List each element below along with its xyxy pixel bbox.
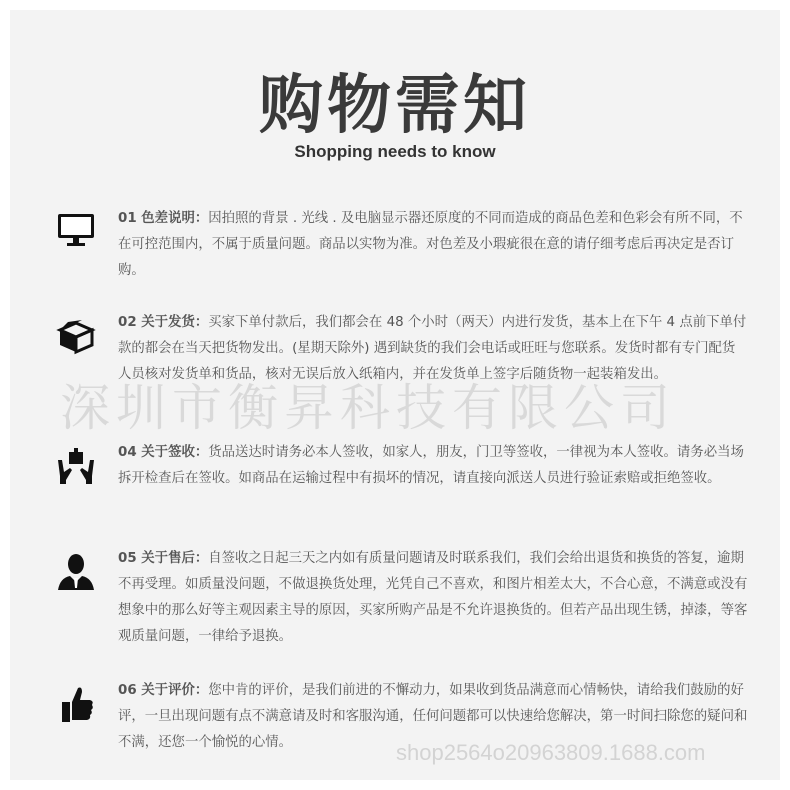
- shop-url-watermark: shop2564o20963809.1688.com: [396, 740, 706, 765]
- notice-text: [118, 546, 748, 650]
- box-icon: [56, 316, 96, 356]
- notice-heading: 06 关于评价：: [118, 683, 209, 698]
- page-title: 购物需知: [259, 69, 531, 143]
- hands-package-icon: [56, 446, 96, 486]
- notice-text: [118, 206, 748, 284]
- notice-body: 自签收之日起三天之内如有质量问题请及时联系我们，我们会给出退货和换货的答复，逾期不再受理。如质量没问题，不做退换货处理，光凭自己不喜欢，和图片相差太大，不合心意，不满意或没有想象中的那么好等主观因素主导的原因，买家所购产品是不允许退换货的。但若产品出现生锈，掉漆，等客观质量问题，一律给予退换。: [118, 551, 748, 644]
- notice-body: 因拍照的背景 . 光线 . 及电脑显示器还原度的不同而造成的商品色差和色彩会有所不同，不在可控范围内，不属于质量问题。商品以实物为准。对色差及小瑕疵很在意的请仔细考虑后再决定是否订购。: [118, 211, 743, 278]
- notice-heading: 02 关于发货：: [118, 315, 209, 330]
- monitor-icon: [56, 212, 96, 252]
- notice-heading: 01 色差说明：: [118, 211, 209, 226]
- person-icon: [56, 552, 96, 592]
- page-subtitle: Shopping needs to know: [294, 142, 496, 161]
- thumbs-up-icon: [56, 684, 96, 724]
- notice-body: 货品送达时请务必本人签收，如家人，朋友，门卫等签收，一律视为本人签收。请务必当场拆开检查后在签收。如商品在运输过程中有损坏的情况，请直接向派送人员进行验证索赔或拒绝签收。: [118, 445, 744, 486]
- notice-heading: 05 关于售后：: [118, 551, 209, 566]
- notice-heading: 04 关于签收：: [118, 445, 209, 460]
- notice-body: 您中肯的评价，是我们前进的不懈动力，如果收到货品满意而心情畅快，请给我们鼓励的好评，一旦出现问题有点不满意请及时和客服沟通，任何问题都可以快速给您解决，第一时间扫除您的疑问和不满，还您一个愉悦的心情。: [118, 683, 748, 750]
- notice-text: [118, 440, 748, 492]
- company-watermark: 深圳市衡昇科技有限公司: [60, 379, 676, 437]
- notice-body: 买家下单付款后，我们都会在 48 个小时（两天）内进行发货，基本上在下午 4 点前下单付款的都会在当天把货物发出。(星期天除外) 遇到缺货的我们会电话或旺旺与您联系。发货时都有专门配货人员核对发货单和货品，核对无误后放入纸箱内，并在发货单上签字后随货物一起装箱发出。: [118, 315, 747, 382]
- notice-text: [118, 310, 748, 388]
